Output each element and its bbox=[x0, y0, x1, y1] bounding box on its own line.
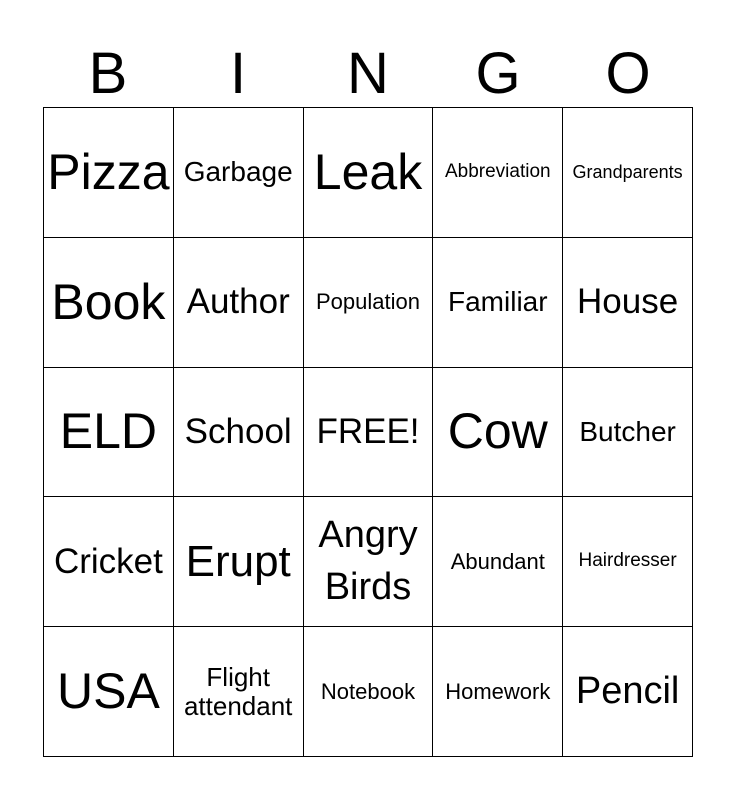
cell-text: Leak bbox=[313, 143, 423, 200]
bingo-cell-notebook bbox=[304, 627, 434, 757]
bingo-cell-population bbox=[304, 238, 434, 368]
cell-text: Grandparents bbox=[572, 161, 683, 182]
bingo-cell-garbage bbox=[174, 108, 304, 238]
bingo-cell-homework bbox=[433, 627, 563, 757]
cell-text: Hairdresser bbox=[578, 550, 677, 572]
bingo-cell-pizza bbox=[44, 108, 174, 238]
header-letter-n: N bbox=[347, 41, 389, 106]
cell-text: ELD bbox=[59, 403, 158, 460]
cell-text: USA bbox=[56, 663, 160, 720]
bingo-cell-house bbox=[563, 238, 693, 368]
cell-text: House bbox=[577, 281, 679, 321]
cell-text: Cow bbox=[447, 403, 548, 460]
bingo-cell-abbreviation bbox=[433, 108, 563, 238]
cell-text: Pencil bbox=[575, 669, 680, 712]
bingo-cell-flight-attendant bbox=[174, 627, 304, 757]
cell-text: Cricket bbox=[53, 541, 163, 581]
header-letter-b: B bbox=[88, 41, 128, 106]
cell-text: Butcher bbox=[579, 415, 676, 447]
bingo-cell-butcher bbox=[563, 368, 693, 498]
cell-text: Erupt bbox=[185, 536, 291, 586]
cell-text: Population bbox=[316, 289, 420, 315]
cell-text: FREE! bbox=[316, 411, 420, 451]
bingo-cell-erupt bbox=[174, 497, 304, 627]
cell-text: Book bbox=[51, 273, 166, 330]
bingo-cell-familiar bbox=[433, 238, 563, 368]
bingo-cell-book bbox=[44, 238, 174, 368]
cell-text: Angry Birds bbox=[318, 514, 418, 608]
bingo-header bbox=[43, 40, 693, 108]
cell-text: Notebook bbox=[320, 678, 416, 704]
bingo-cell-leak bbox=[304, 108, 434, 238]
bingo-cell-angry-birds bbox=[304, 497, 434, 627]
cell-text: Garbage bbox=[183, 156, 293, 187]
header-letter-i: I bbox=[229, 41, 247, 106]
bingo-cell-hairdresser bbox=[563, 497, 693, 627]
cell-text: School bbox=[184, 411, 292, 451]
cell-text: Homework bbox=[445, 678, 551, 704]
cell-text: Abundant bbox=[450, 548, 545, 574]
cell-text: Familiar bbox=[448, 285, 548, 317]
bingo-cell-author bbox=[174, 238, 304, 368]
bingo-cell-pencil bbox=[563, 627, 693, 757]
bingo-cell-eld bbox=[44, 368, 174, 498]
bingo-cell-cow bbox=[433, 368, 563, 498]
bingo-cell-cricket bbox=[44, 497, 174, 627]
header-letter-g: G bbox=[475, 41, 521, 106]
cell-text: Flight attendant bbox=[183, 662, 293, 721]
cell-text: Pizza bbox=[47, 143, 170, 200]
bingo-cell-free-space bbox=[304, 368, 434, 498]
cell-text: Abbreviation bbox=[444, 160, 551, 182]
bingo-cell-usa bbox=[44, 627, 174, 757]
bingo-cell-school bbox=[174, 368, 304, 498]
bingo-cell-grandparents bbox=[563, 108, 693, 238]
bingo-cell-abundant bbox=[433, 497, 563, 627]
header-letter-o: O bbox=[605, 41, 651, 106]
bingo-card-grid bbox=[43, 107, 693, 757]
cell-text: Author bbox=[186, 281, 290, 321]
